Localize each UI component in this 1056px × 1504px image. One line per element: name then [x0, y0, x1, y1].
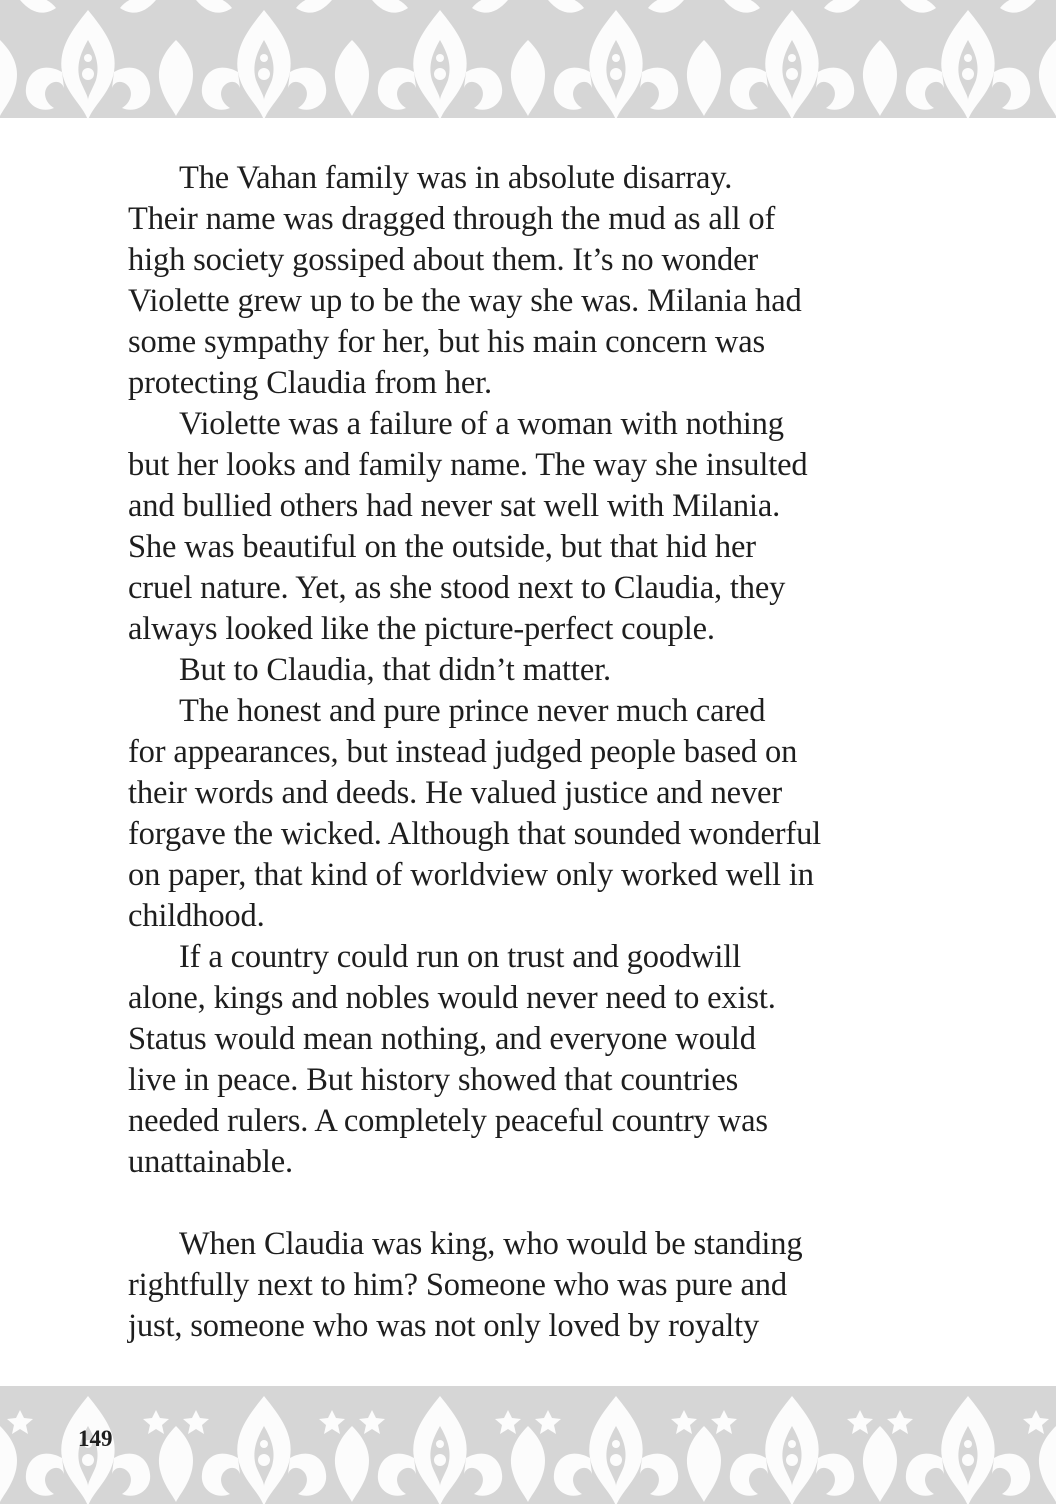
bottom-decorative-band [0, 1386, 1056, 1504]
text-line: for appearances, but instead judged people based on [128, 734, 798, 770]
text-line: always looked like the picture-perfect couple. [128, 611, 715, 647]
text-line: If a country could run on trust and goodwill [179, 939, 742, 975]
page-number: 149 [78, 1426, 113, 1451]
text-line: on paper, that kind of worldview only worked well in [128, 857, 814, 893]
text-line: childhood. [128, 898, 265, 934]
damask-pattern-top [0, 0, 1056, 118]
text-line: Violette was a failure of a woman with nothing [179, 406, 784, 442]
blank-line [128, 1183, 908, 1224]
text-line: their words and deeds. He valued justice and never [128, 775, 783, 811]
text-line: high society gossiped about them. It’s no wonder [128, 242, 759, 278]
damask-pattern-bottom [0, 1386, 1056, 1504]
text-line: The honest and pure prince never much cared [179, 693, 766, 729]
text-line: Status would mean nothing, and everyone would [128, 1021, 756, 1057]
text-line: needed rulers. A completely peaceful country was [128, 1103, 768, 1139]
top-decorative-band [0, 0, 1056, 118]
text-line: just, someone who was not only loved by royalty [128, 1308, 760, 1344]
text-line: live in peace. But history showed that countries [128, 1062, 739, 1098]
text-line: forgave the wicked. Although that sounded wonderful [128, 816, 822, 852]
body-text [128, 158, 908, 1347]
text-line: She was beautiful on the outside, but that hid her [128, 529, 756, 565]
text-line: Their name was dragged through the mud as all of [128, 201, 776, 237]
text-line: When Claudia was king, who would be standing [179, 1226, 803, 1262]
text-line: and bullied others had never sat well with Milania. [128, 488, 781, 524]
text-line: Violette grew up to be the way she was. Milania had [128, 283, 802, 319]
text-line: rightfully next to him? Someone who was pure and [128, 1267, 787, 1303]
text-line: protecting Claudia from her. [128, 365, 493, 401]
text-line: unattainable. [128, 1144, 293, 1180]
text-line: The Vahan family was in absolute disarray. [179, 160, 733, 196]
text-line: cruel nature. Yet, as she stood next to Claudia, they [128, 570, 786, 606]
text-line: But to Claudia, that didn’t matter. [179, 652, 611, 688]
text-line: some sympathy for her, but his main concern was [128, 324, 765, 360]
text-line: but her looks and family name. The way she insulted [128, 447, 808, 483]
text-line: alone, kings and nobles would never need to exist. [128, 980, 776, 1016]
